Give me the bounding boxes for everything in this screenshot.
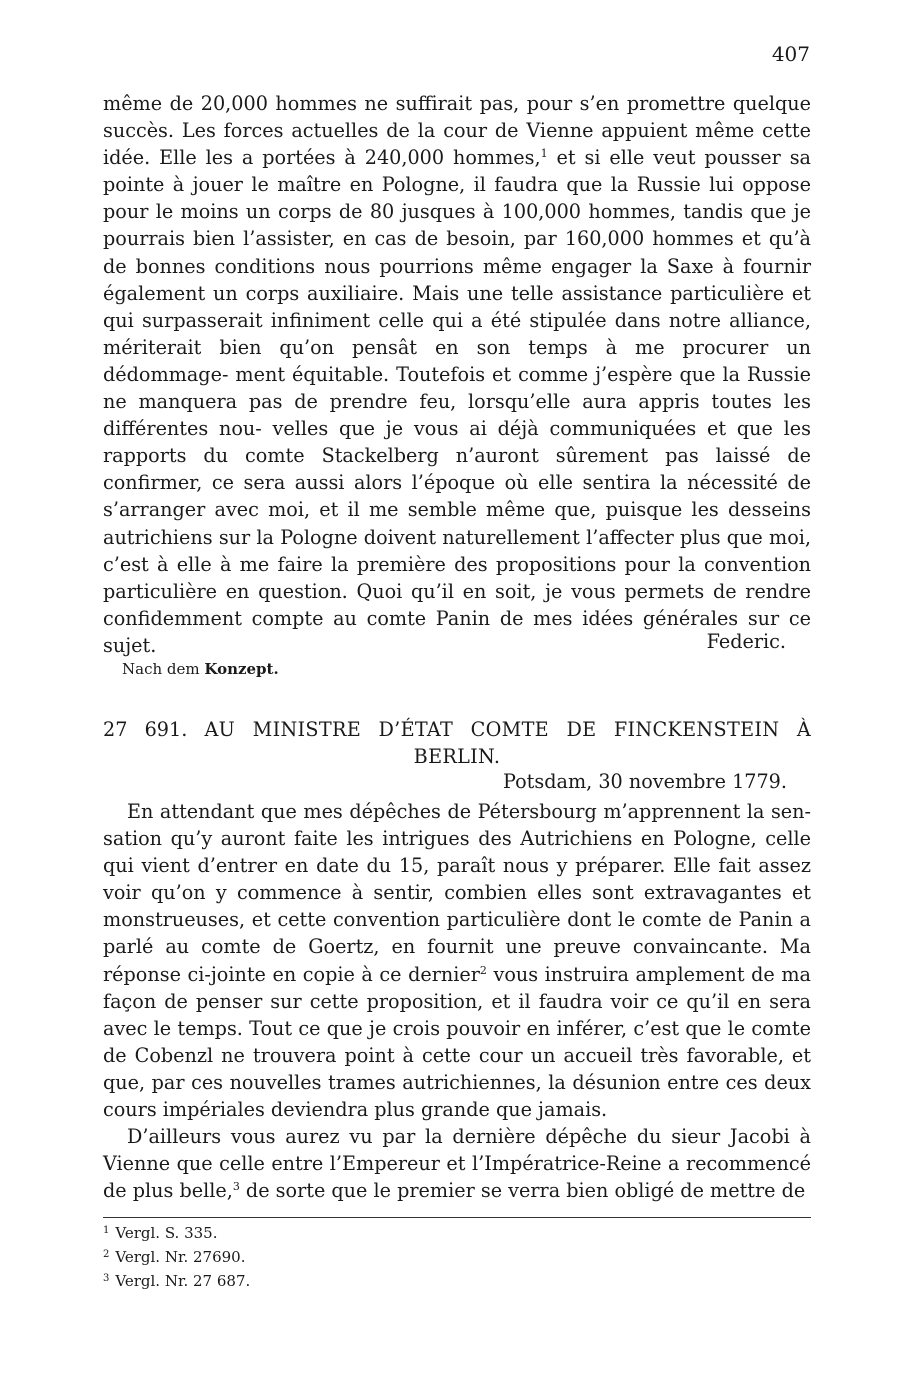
footnote-mark: 3 [103,1273,110,1284]
source-note [122,660,279,678]
text-line: de bonnes conditions nous pourrions même engager la Saxe à fournir [103,254,811,278]
footnote-ref-2: 2 [479,963,487,977]
footnote-ref-1: 1 [540,147,548,161]
text-line: de plus belle, [103,1179,233,1203]
text-line: vous instruira amplement de ma [486,962,811,986]
page-number: 407 [771,42,810,66]
text-line: En attendant que mes dépêches de Pétersbourg m’apprennent la sen- [127,800,811,823]
footnote-ref-3: 3 [232,1180,240,1194]
text-line: succès. Les forces actuelles de la cour de Vienne appuient même cette [103,119,811,143]
text-line: sation qu’y auront faite les intrigues des Autrichiens en Pologne, celle [103,827,811,851]
footnote-mark: 1 [103,1225,110,1236]
text-line: cours impériales deviendra plus grande que jamais. [103,1098,608,1122]
document-heading [103,716,811,770]
source-prefix: Nach dem [122,660,205,678]
footnote-text: Vergl. Nr. 27690. [115,1248,246,1266]
text-line: et si elle veut pousser sa [547,146,812,170]
footnote-mark: 2 [103,1249,110,1260]
source-type: Konzept. [204,660,279,678]
text-line: alors l’époque où elle sentira la nécessité de s’arranger avec moi, et il [103,471,811,522]
text-line: même de 20,000 hommes ne suffirait pas, pour s’en promettre quelque [103,92,811,115]
text-line: Stackelberg n’auront sûrement pas laissé de confirmer, ce sera aussi [103,444,811,495]
text-line: qui surpasserait infiniment celle qui a été stipulée dans notre alliance, [103,308,811,332]
heading-line-2: BERLIN. [413,745,501,768]
text-line: D’ailleurs vous aurez vu par la dernière dépêche du sieur Jacobi à [127,1125,811,1149]
text-line: pointe à jouer le maître en Pologne, il faudra que la Russie lui oppose [103,173,811,197]
document-number: 27 691. [103,718,188,741]
text-line: réponse ci-jointe en copie à ce dernier [103,962,480,986]
text-line: avec le temps. Tout ce que je crois pouvoir en inférer, c’est que le comte [103,1016,811,1040]
text-line: comte Panin de mes idées générales sur ce sujet. [103,606,811,657]
text-line: qui vient d’entrer en date du 15, paraît nous y préparer. Elle fait assez [103,854,811,878]
text-line: doivent naturellement l’affecter plus que moi, c’est à elle à me faire la [103,525,811,576]
text-line: pourrais bien l’assister, en cas de besoin, par 160,000 hommes et qu’à [103,227,811,251]
footnote-text: Vergl. Nr. 27 687. [115,1272,251,1290]
text-line: que, par ces nouvelles trames autrichiennes, la désunion entre ces deux [103,1070,811,1094]
footnotes [103,1220,250,1292]
text-line: a parlé au comte de Goertz, en fournit une preuve convaincante. Ma [103,908,811,959]
text-line: également un corps auxiliaire. Mais une telle assistance particulière et [103,281,811,305]
footnote [103,1220,250,1244]
footnote [103,1244,250,1268]
text-line: velles que je vous ai déjà communiquées et que les rapports du comte [103,417,811,468]
text-line: idée. Elle les a portées à 240,000 hommes, [103,146,541,170]
text-line: monstrueuses, et cette convention particulière dont le comte de Panin [103,908,793,932]
letter-continuation-text [103,90,811,659]
dateline: Potsdam, 30 novembre 1779. [502,770,787,793]
text-line: voir qu’on y commence à sentir, combien elles sont extravagantes et [103,881,811,905]
text-line: me semble même que, puisque les desseins autrichiens sur la Pologne [103,498,811,549]
text-line: Quoi qu’il en soit, je vous permets de rendre confidemment compte au [103,579,811,630]
text-line: pas de prendre feu, lorsqu’elle aura appris toutes les différentes nou- [103,390,811,441]
text-line: de sorte que le premier se verra bien obligé de mettre de [239,1179,806,1203]
text-line: façon de penser sur cette proposition, et il faudra voir ce qu’il en sera [103,989,811,1013]
paragraph [103,798,811,1123]
text-line: de Cobenzl ne trouvera point à cette cour un accueil très favorable, et [103,1043,811,1067]
letter-body [103,798,811,1204]
text-line: ment équitable. Toutefois et comme j’espère que la Russie ne manquera [103,362,811,414]
footnote-text: Vergl. S. 335. [115,1224,218,1242]
footnote-divider [103,1217,811,1218]
text-line: Vienne que celle entre l’Empereur et l’Impératrice-Reine a recommencé [103,1152,811,1176]
footnote [103,1268,250,1292]
text-line: première des propositions pour la convention particulière en question. [103,552,811,603]
text-line: pour le moins un corps de 80 jusques à 100,000 hommes, tandis que je [103,200,811,224]
heading-line-1: AU MINISTRE D’ÉTAT COMTE DE FINCKENSTEIN À [204,718,811,741]
text-line: mériterait bien qu’on pensât en son temps à me procurer un dédommage- [103,335,811,386]
paragraph [103,1123,811,1204]
signature: Federic. [706,630,786,653]
